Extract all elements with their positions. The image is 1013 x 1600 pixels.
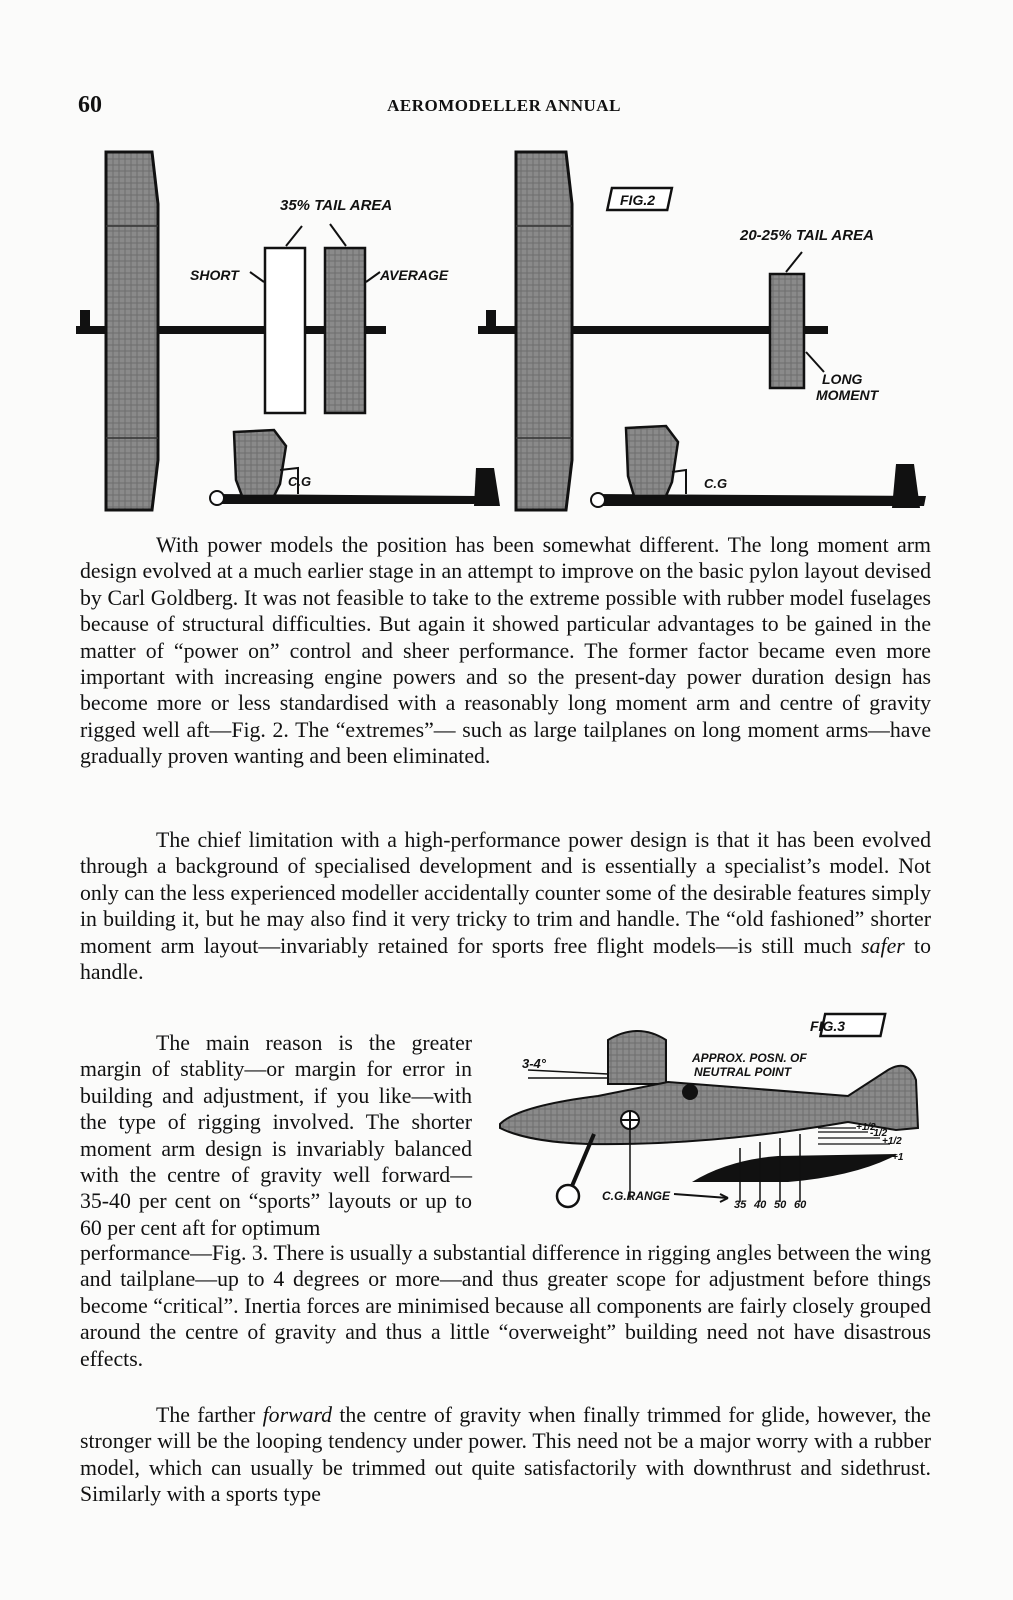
paragraph-2-part-a: The chief limitation with a high-performance power design is that it has been evolved through a background of specialised development and is essentially a specialist’s model. Not only can the less experienced modeller accidentally counter some of the desirable features simply in building it, but he may also find it very tricky to trim and handle. The “old fashioned” shorter moment arm layout—invariably retained for sports free flight models—is still much — [80, 828, 931, 958]
paragraph-2-text — [80, 827, 931, 985]
right-side-pylon — [626, 426, 678, 496]
paragraph-4-emphasis: forward — [262, 1403, 333, 1427]
left-side-fin — [474, 468, 500, 506]
cg-tick-35: 35 — [734, 1199, 747, 1211]
paragraph-4-part-b: the centre of gravity when finally trimmed for glide, however, the stronger will be the looping tendency under power. This need not be a major worry with a rubber model, which can usually be trimmed out quite satisfactorily with downthrust and sidethrust. Similarly with a sports type — [80, 1403, 931, 1507]
paragraph-3-column — [80, 1030, 472, 1241]
paragraph-2-part-b: to handle. — [80, 933, 931, 985]
fig3-pylon — [608, 1031, 666, 1084]
paragraph-3-text-top: The main reason is the greater margin of stablity—or margin for error in building and adjustment, if you like—with the type of rigging involved. The shorter moment arm design is invariably balanced with the centre of gravity well forward— 35-40 per cent on “sports” layouts or up to 60 per cent aft for optimum — [80, 1031, 472, 1240]
right-propeller — [486, 310, 496, 330]
right-wing — [516, 152, 572, 510]
short-tailplane — [265, 248, 305, 413]
page-number: 60 — [78, 92, 102, 118]
left-propeller — [80, 310, 90, 330]
left-side-pylon — [234, 430, 286, 496]
fig3-angle-label: 3-4° — [522, 1056, 546, 1071]
cg-range-label: C.G.RANGE — [602, 1189, 671, 1203]
long-label: LONG — [822, 371, 863, 387]
moment-label: MOMENT — [816, 387, 879, 403]
thrust-label-2: +1/2 — [882, 1136, 902, 1147]
page-header — [78, 92, 930, 122]
running-title: AEROMODELLER ANNUAL — [387, 96, 621, 115]
short-label: SHORT — [190, 267, 239, 283]
paragraph-1 — [80, 532, 931, 770]
thrust-label-3: +1 — [892, 1152, 904, 1163]
average-tailplane — [325, 248, 365, 413]
paragraph-3-text-rest: performance—Fig. 3. There is usually a substantial difference in rigging angles between the wing and tailplane—up to 4 degrees or more—and thus greater scope for adjustment before things become “critical”. Inertia forces are minimised because all components are fairly closely grouped around the centre of gravity and thus a little “overweight” building need not have disastrous effects. — [80, 1241, 931, 1371]
paragraph-4-part-a: The farther — [156, 1403, 263, 1427]
fig2-label: FIG.2 — [620, 192, 656, 208]
neutral-point-label-line2: NEUTRAL POINT — [694, 1065, 792, 1079]
thrust-label-1: -1/2 — [870, 1128, 888, 1139]
paragraph-4 — [80, 1402, 931, 1508]
paragraph-2-emphasis: safer — [861, 933, 905, 958]
figure-top-layouts — [74, 150, 944, 522]
left-cg-label: C.G — [288, 474, 312, 489]
left-wheel — [210, 491, 224, 505]
right-side-fin — [892, 464, 920, 508]
right-wheel — [591, 493, 605, 507]
neutral-point-label-line1: APPROX. POSN. OF — [692, 1051, 807, 1065]
paragraph-1-text: With power models the position has been somewhat different. The long moment arm design evolved at a much earlier stage in an attempt to improve on the basic pylon layout devised by Carl Goldberg. It was not feasible to take to the extreme possible with rubber model fuselages because of structural difficulties. But again it showed particular advantages to be gained in the matter of “power on” control and sheer performance. The former factor became even more important with increasing engine powers and so the present-day power duration design has become more or less standardised with a reasonably long moment arm and centre of gravity rigged well aft—Fig. 2. The “extremes”— such as large tailplanes on long moment arms—have gradually proven wanting and been eliminated. — [80, 533, 931, 769]
left-tail-area-label: 35% TAIL AREA — [280, 197, 393, 214]
cg-tick-60: 60 — [794, 1199, 807, 1211]
fig3-wheel — [557, 1185, 579, 1207]
neutral-point-marker — [682, 1084, 698, 1100]
paragraph-4-text — [80, 1402, 931, 1508]
cg-tick-40: 40 — [754, 1199, 767, 1211]
paragraph-2 — [80, 827, 931, 985]
left-wing — [106, 152, 158, 510]
right-cg-label: C.G — [704, 476, 728, 491]
figure-3-side-view — [488, 1010, 936, 1238]
long-moment-tailplane — [770, 274, 804, 388]
thrust-label-0: +1/2 — [856, 1122, 876, 1133]
right-model-drawing — [478, 152, 926, 510]
right-tail-area-label: 20-25% TAIL AREA — [740, 227, 874, 244]
cg-tick-50: 50 — [774, 1199, 787, 1211]
fig3-wing-section — [692, 1154, 898, 1182]
average-label: AVERAGE — [380, 267, 449, 283]
fig3-label: FIG.3 — [810, 1018, 846, 1034]
paragraph-3-continued — [80, 1240, 931, 1372]
left-model-drawing — [76, 152, 500, 510]
